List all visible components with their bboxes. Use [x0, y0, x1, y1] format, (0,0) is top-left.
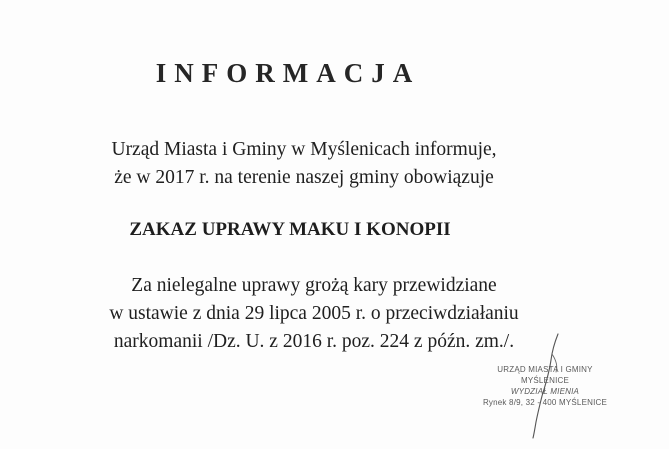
stamp-line: URZĄD MIASTA I GMINY: [497, 365, 593, 374]
intro-line: że w 2017 r. na terenie naszej gminy obowiązuje: [114, 167, 494, 188]
penalty-line: narkomanii /Dz. U. z 2016 r. poz. 224 z późn. zm./.: [113, 331, 515, 352]
stamp-line: Rynek 8/9, 32 - 400 MYŚLENICE: [482, 398, 608, 407]
office-stamp: [470, 364, 620, 408]
ban-title: ZAKAZ UPRAWY MAKU I KONOPII: [129, 219, 451, 240]
intro-paragraph: [44, 136, 564, 192]
notice-heading: INFORMACJA: [155, 58, 421, 88]
intro-line: Urząd Miasta i Gminy w Myślenicach informuje,: [111, 139, 497, 160]
penalty-line: Za nielegalne uprawy grożą kary przewidziane: [131, 275, 497, 296]
stamp-line: WYDZIAŁ MIENIA: [510, 387, 580, 396]
penalty-line: w ustawie z dnia 29 lipca 2005 r. o przeciwdziałaniu: [109, 303, 519, 324]
stamp-line: MYŚLENICE: [520, 376, 570, 385]
penalty-paragraph: [44, 272, 584, 356]
